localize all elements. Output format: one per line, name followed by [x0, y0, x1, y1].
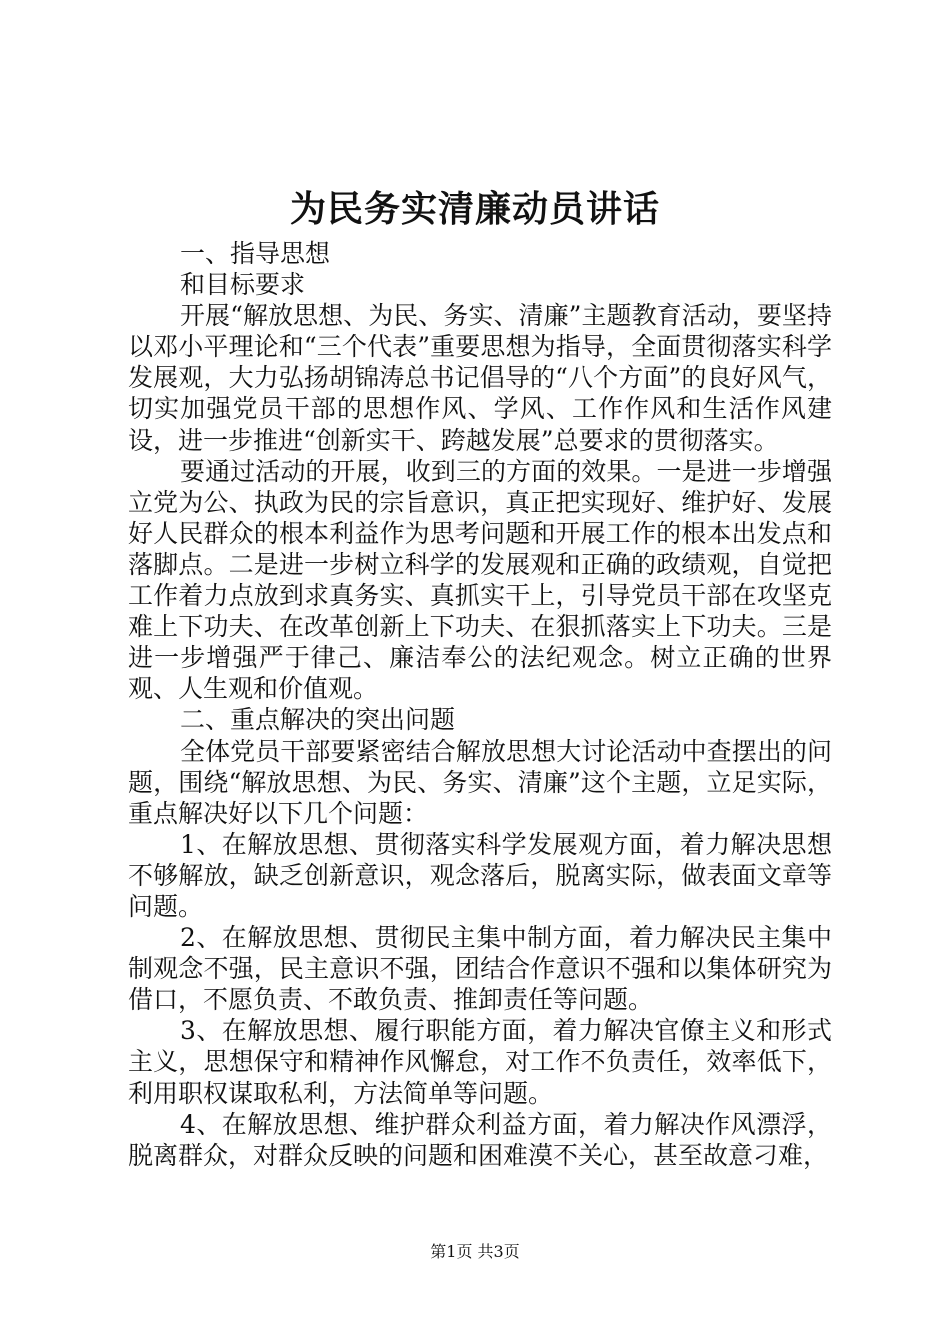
section-heading: 一、指导思想 [180, 239, 331, 268]
section-heading: 二、重点解决的突出问题 [180, 705, 456, 735]
document-body [128, 238, 832, 1171]
list-item: 4、在解放思想、维护群众利益方面，着力解决作风漂浮，脱离群众，对群众反映的问题和困难漠不关心，甚至故意刁难， [128, 1109, 832, 1170]
list-item: 2、在解放思想、贯彻民主集中制方面，着力解决民主集中制观念不强，民主意识不强，团结合作意识不强和以集体研究为借口，不愿负责、不敢负责、推卸责任等问题。 [128, 923, 832, 1015]
body-paragraph: 开展“解放思想、为民、务实、清廉”主题教育活动，要坚持以邓小平理论和“三个代表”重要思想为指导，全面贯彻落实科学发展观，大力弘扬胡锦涛总书记倡导的“八个方面”的良好风气，切实加强党员干部的思想作风、学风、工作作风和生活作风建设，进一步推进“创新实干、跨越发展”总要求的贯彻落实。 [128, 301, 832, 455]
section-heading-continued: 和目标要求 [180, 270, 306, 300]
document-title: 为民务实清廉动员讲话 [289, 188, 660, 230]
body-paragraph: 要通过活动的开展，收到三的方面的效果。一是进一步增强立党为公、执政为民的宗旨意识，真正把实现好、维护好、发展好人民群众的根本利益作为思考问题和开展工作的根本出发点和落脚点。二是进一步树立科学的发展观和正确的政绩观，自觉把工作着力点放到求真务实、真抓实干上，引导党员干部在攻坚克难上下功夫、在改革创新上下功夫、在狠抓落实上下功夫。三是进一步增强严于律己、廉洁奉公的法纪观念。树立正确的世界观、人生观和价值观。 [128, 456, 832, 704]
page-footer: 第1页 共3页 [430, 1242, 520, 1261]
list-item: 1、在解放思想、贯彻落实科学发展观方面，着力解决思想不够解放，缺乏创新意识，观念落后，脱离实际，做表面文章等问题。 [128, 829, 832, 921]
body-paragraph: 全体党员干部要紧密结合解放思想大讨论活动中查摆出的问题，围绕“解放思想、为民、务实、清廉”这个主题，立足实际，重点解决好以下几个问题： [128, 736, 832, 828]
list-item: 3、在解放思想、履行职能方面，着力解决官僚主义和形式主义，思想保守和精神作风懈怠，对工作不负责任，效率低下，利用职权谋取私利，方法简单等问题。 [128, 1016, 832, 1108]
